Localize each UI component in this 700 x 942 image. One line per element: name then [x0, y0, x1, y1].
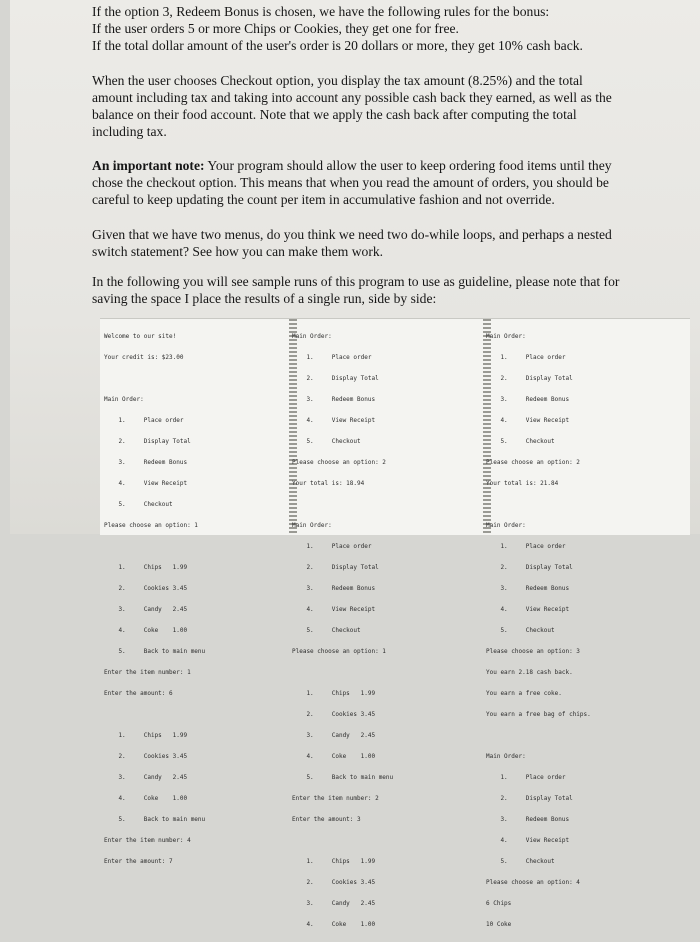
- console-line: 5. Checkout: [104, 501, 173, 508]
- console-line: Please choose an option: 2: [292, 459, 386, 466]
- text-line: balance on their food account. Note that we apply the cash back after computing the total: [92, 107, 577, 122]
- important-note-label: An important note:: [92, 158, 205, 173]
- console-line: Your credit is: $23.00: [104, 354, 184, 361]
- console-line: Main Order:: [104, 396, 144, 403]
- checkout-paragraph: [92, 72, 612, 140]
- console-line: You earn a free bag of chips.: [486, 711, 591, 718]
- important-note-paragraph: [92, 157, 612, 208]
- console-line: 4. Coke 1.00: [292, 753, 376, 760]
- console-line: 1. Place order: [292, 543, 372, 550]
- console-line: Your total is: 18.94: [292, 480, 365, 487]
- text-line: amount including tax and taking into account any possible cash back they earned, as well as the: [92, 90, 612, 105]
- console-line: 4. Coke 1.00: [104, 795, 188, 802]
- console-line: Enter the amount: 7: [104, 858, 173, 865]
- console-line: 2. Cookies 3.45: [104, 585, 188, 592]
- console-line: Welcome to our site!: [104, 333, 177, 340]
- console-line: 2. Cookies 3.45: [292, 711, 376, 718]
- console-line: 4. View Receipt: [486, 417, 570, 424]
- console-line: You earn a free coke.: [486, 690, 562, 697]
- console-line: 2. Display Total: [486, 375, 573, 382]
- console-line: 5. Back to main menu: [292, 774, 394, 781]
- console-line: 1. Chips 1.99: [104, 564, 188, 571]
- text-line: If the total dollar amount of the user's order is 20 dollars or more, they get 10% cash back.: [92, 38, 583, 53]
- console-line: 1. Chips 1.99: [292, 858, 376, 865]
- console-line: 4. View Receipt: [292, 417, 376, 424]
- text-line: In the following you will see sample runs of this program to use as guideline, please note that for: [92, 274, 620, 289]
- console-line: Enter the amount: 3: [292, 816, 361, 823]
- two-menus-paragraph: [92, 226, 612, 260]
- console-line: [104, 375, 284, 382]
- console-line: [104, 543, 284, 550]
- console-line: You earn 2.18 cash back.: [486, 669, 573, 676]
- console-line: 4. View Receipt: [104, 480, 188, 487]
- console-line: 2. Cookies 3.45: [104, 753, 188, 760]
- document-page: [10, 0, 700, 928]
- console-line: 4. View Receipt: [486, 606, 570, 613]
- console-line: Please choose an option: 2: [486, 459, 580, 466]
- console-line: Main Order:: [486, 333, 526, 340]
- console-line: Main Order:: [486, 522, 526, 529]
- text-line: careful to keep updating the count per item in accumulative fashion and not override.: [92, 192, 555, 207]
- console-line: 2. Cookies 3.45: [292, 879, 376, 886]
- console-line: 5. Checkout: [292, 627, 361, 634]
- console-line: [486, 732, 686, 739]
- console-line: Enter the amount: 6: [104, 690, 173, 697]
- console-line: 1. Place order: [292, 354, 372, 361]
- console-line: 5. Checkout: [292, 438, 361, 445]
- console-line: 5. Checkout: [486, 627, 555, 634]
- console-line: [486, 501, 686, 508]
- console-line: 2. Display Total: [104, 438, 191, 445]
- console-line: 10 Coke: [486, 921, 512, 928]
- sample-run-column-3: [486, 319, 686, 928]
- console-line: 5. Back to main menu: [104, 816, 206, 823]
- console-line: 3. Candy 2.45: [104, 606, 188, 613]
- sample-run-column-1: [104, 319, 284, 865]
- sample-run-printout: [100, 318, 690, 928]
- console-line: 3. Redeem Bonus: [292, 396, 376, 403]
- console-line: 1. Place order: [486, 774, 566, 781]
- sample-run-column-2: [292, 319, 472, 928]
- text-line: Given that we have two menus, do you think we need two do-while loops, and perhaps a nested: [92, 227, 612, 242]
- console-line: Please choose an option: 3: [486, 648, 580, 655]
- text-line: When the user chooses Checkout option, you display the tax amount (8.25%) and the total: [92, 73, 583, 88]
- console-line: Enter the item number: 1: [104, 669, 191, 676]
- console-line: Your total is: 21.84: [486, 480, 559, 487]
- text-line: chose the checkout option. This means that when you read the amount of orders, you should be: [92, 175, 609, 190]
- console-line: Main Order:: [486, 753, 526, 760]
- console-line: 6 Chips: [486, 900, 512, 907]
- console-line: 4. View Receipt: [292, 606, 376, 613]
- text-line: If the user orders 5 or more Chips or Cookies, they get one for free.: [92, 21, 459, 36]
- console-line: [292, 669, 472, 676]
- console-line: 1. Place order: [104, 417, 184, 424]
- console-line: Please choose an option: 1: [292, 648, 386, 655]
- bonus-rules-paragraph: [92, 3, 592, 54]
- console-line: 2. Display Total: [486, 564, 573, 571]
- console-line: [104, 711, 284, 718]
- console-line: 1. Chips 1.99: [292, 690, 376, 697]
- console-line: Main Order:: [292, 522, 332, 529]
- console-line: 3. Redeem Bonus: [486, 585, 570, 592]
- console-line: Please choose an option: 1: [104, 522, 198, 529]
- console-line: 3. Redeem Bonus: [486, 396, 570, 403]
- console-line: 5. Checkout: [486, 438, 555, 445]
- console-line: 3. Candy 2.45: [104, 774, 188, 781]
- console-line: Main Order:: [292, 333, 332, 340]
- text-line: If the option 3, Redeem Bonus is chosen, we have the following rules for the bonus:: [92, 4, 550, 19]
- console-line: 4. View Receipt: [486, 837, 570, 844]
- console-line: 1. Chips 1.99: [104, 732, 188, 739]
- console-line: 3. Candy 2.45: [292, 900, 376, 907]
- text-line: switch statement? See how you can make them work.: [92, 244, 384, 259]
- console-line: 1. Place order: [486, 543, 566, 550]
- console-line: Enter the item number: 4: [104, 837, 191, 844]
- console-line: 2. Display Total: [292, 564, 379, 571]
- console-line: Please choose an option: 4: [486, 879, 580, 886]
- text-fragment: Your program should allow the user to keep ordering food items until they: [204, 158, 612, 173]
- console-line: 3. Redeem Bonus: [486, 816, 570, 823]
- console-line: 1. Place order: [486, 354, 566, 361]
- console-line: 5. Checkout: [486, 858, 555, 865]
- console-line: 3. Redeem Bonus: [104, 459, 188, 466]
- text-line: [92, 157, 612, 174]
- console-line: 4. Coke 1.00: [104, 627, 188, 634]
- text-line: including tax.: [92, 124, 167, 139]
- console-line: 2. Display Total: [292, 375, 379, 382]
- console-line: 2. Display Total: [486, 795, 573, 802]
- sample-runs-paragraph: [92, 273, 620, 307]
- console-line: [292, 501, 472, 508]
- text-line: saving the space I place the results of a single run, side by side:: [92, 291, 437, 306]
- console-line: 3. Redeem Bonus: [292, 585, 376, 592]
- console-line: Enter the item number: 2: [292, 795, 379, 802]
- console-line: 3. Candy 2.45: [292, 732, 376, 739]
- console-line: [292, 837, 472, 844]
- console-line: 5. Back to main menu: [104, 648, 206, 655]
- console-line: 4. Coke 1.00: [292, 921, 376, 928]
